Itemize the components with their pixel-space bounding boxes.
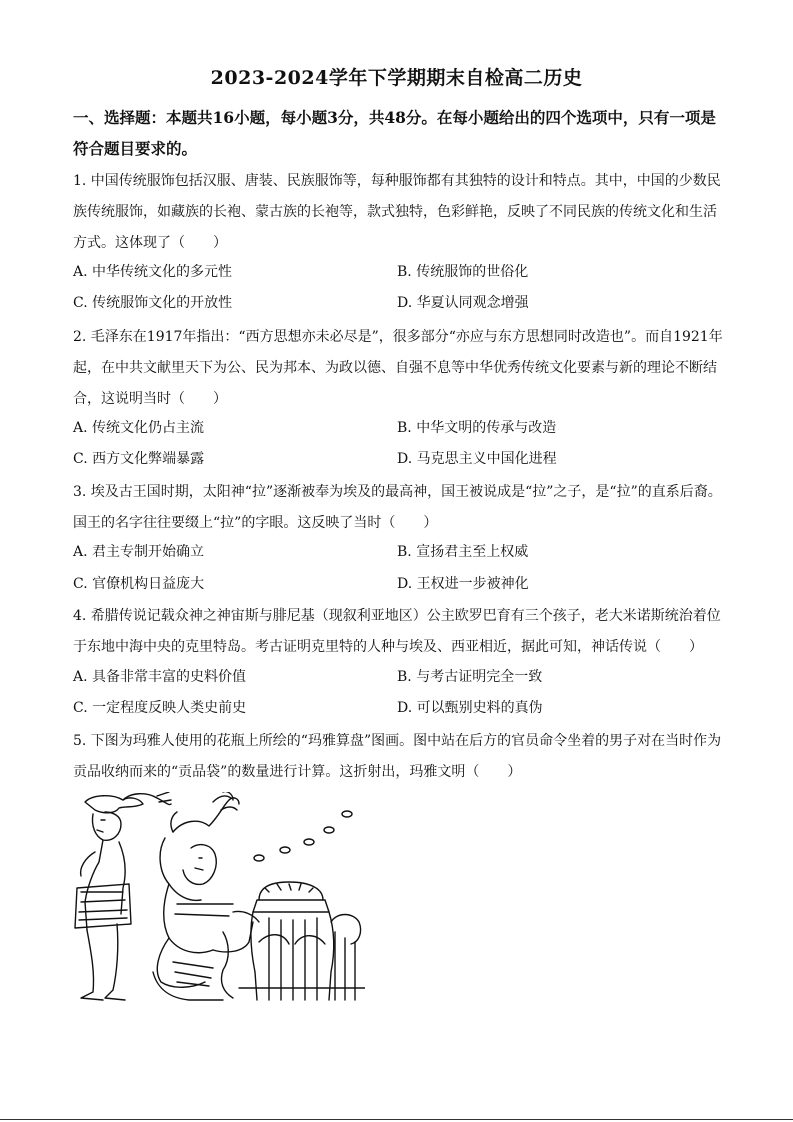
q3-option-d[interactable]: D. 王权进一步被神化 [397,576,529,592]
q2-option-b[interactable]: B. 中华文明的传承与改造 [397,420,557,436]
question-1-stem: 1. 中国传统服饰包括汉服、唐装、民族服饰等，每种服饰都有其独特的设计和特点。其中，中国的少数民族传统服饰，如藏族的长袍、蒙古族的长袍等，款式独特，色彩鲜艳，反映了不同民族的传统文化和生活方式。这体现了（ ） [73,173,721,251]
maya-abacus-illustration [73,792,365,1010]
q1-option-d[interactable]: D. 华夏认同观念增强 [397,295,529,311]
question-4-stem: 4. 希腊传说记载众神之神宙斯与腓尼基（现叙利亚地区）公主欧罗巴育有三个孩子，老大米诺斯统治着位于东地中海中央的克里特岛。考古证明克里特的人种与埃及、西亚相近，据此可知，神话传说（ ） [73,608,721,655]
question-3-stem: 3. 埃及古王国时期，太阳神“拉”逐渐被奉为埃及的最高神，国王被说成是“拉”之子，是“拉”的直系后裔。国王的名字往往要缀上“拉”的字眼。这反映了当时（ ） [73,484,722,531]
q2-option-d[interactable]: D. 马克思主义中国化进程 [397,451,557,467]
q3-option-b[interactable]: B. 宣扬君主至上权威 [397,544,529,560]
question-5-stem: 5. 下图为玛雅人使用的花瓶上所绘的“玛雅算盘”图画。图中站在后方的官员命令坐着的男子对在当时作为贡品收纳而来的“贡品袋”的数量进行计算。这折射出，玛雅文明（ ） [73,733,722,780]
q1-option-a[interactable]: A. 中华传统文化的多元性 [73,264,233,280]
q4-option-a[interactable]: A. 具备非常丰富的史料价值 [73,669,247,685]
q4-option-d[interactable]: D. 可以甄别史料的真伪 [397,700,543,716]
q1-option-b[interactable]: B. 传统服饰的世俗化 [397,264,529,280]
q2-option-a[interactable]: A. 传统文化仍占主流 [73,420,205,436]
q3-option-c[interactable]: C. 官僚机构日益庞大 [73,576,205,592]
q4-option-c[interactable]: C. 一定程度反映人类史前史 [73,700,247,716]
section-heading: 一、选择题：本题共16小题，每小题3分，共48分。在每小题给出的四个选项中，只有一项是符合题目要求的。 [73,108,716,158]
q1-option-c[interactable]: C. 传统服饰文化的开放性 [73,295,233,311]
page-bottom-rule [0,1119,793,1120]
question-2-stem: 2. 毛泽东在1917年指出：“西方思想亦未必尽是”，很多部分“亦应与东方思想同时改造也”。而自1921年起，在中共文献里天下为公、民为邦本、为政以德、自强不息等中华优秀传统文化要素与新的理论不断结合，这说明当时（ ） [73,329,723,407]
page-title: 2023-2024学年下学期期末自检高二历史 [210,67,583,89]
q3-option-a[interactable]: A. 君主专制开始确立 [73,544,205,560]
q2-option-c[interactable]: C. 西方文化弊端暴露 [73,451,205,467]
q4-option-b[interactable]: B. 与考古证明完全一致 [397,669,543,685]
